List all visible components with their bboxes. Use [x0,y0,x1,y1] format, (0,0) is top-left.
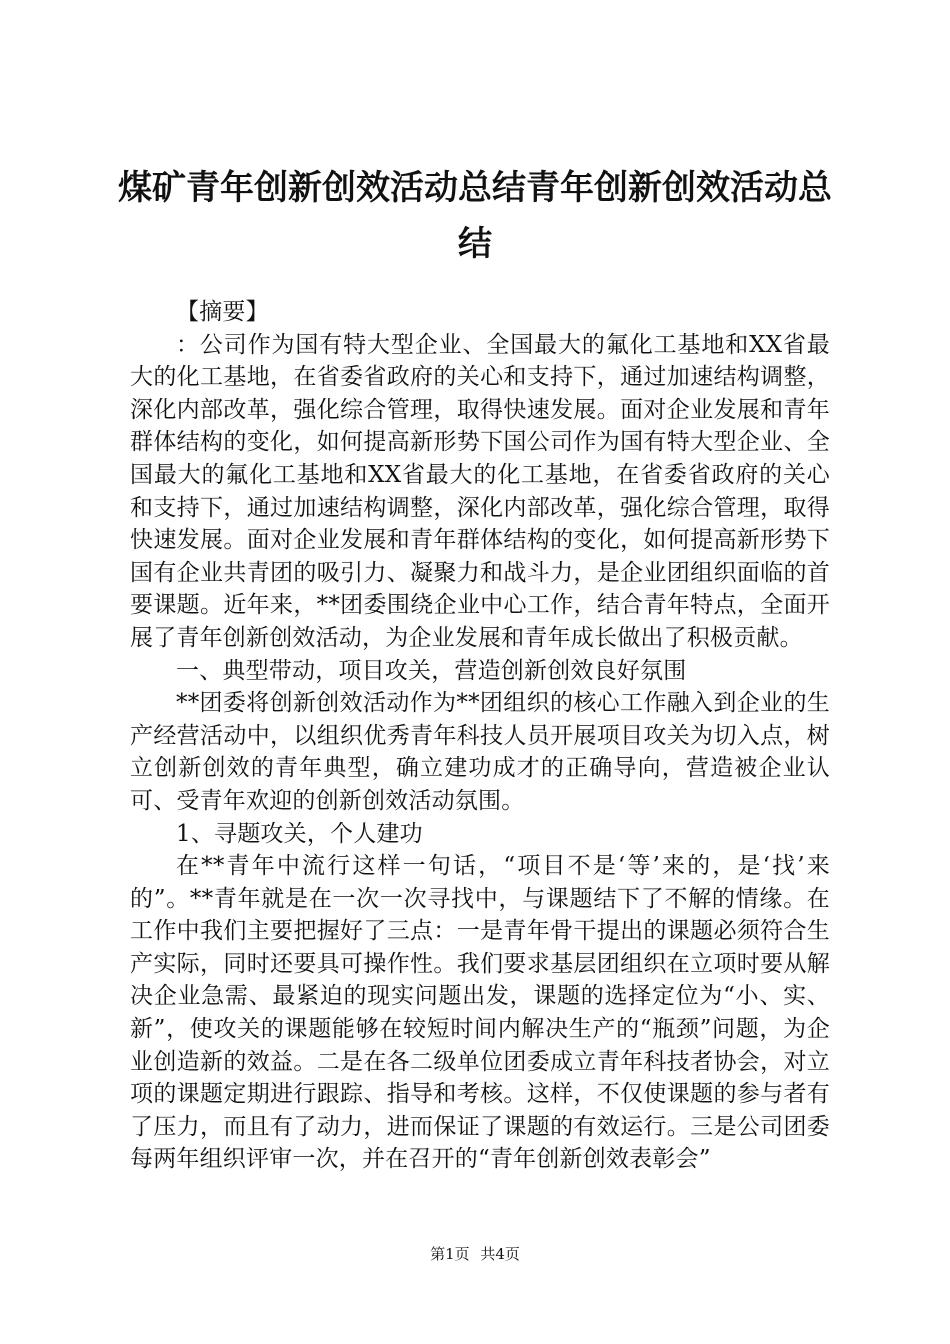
section-heading-1: 一、典型带动，项目攻关，营造创新创效良好氛围 [176,657,687,684]
abstract-heading: 【摘要】 [176,299,269,325]
subsection-heading-1: 1、寻题攻关，个人建功 [176,820,423,847]
document-title: 煤矿青年创新创效活动总结青年创新创效活动总结 [118,168,832,264]
page-footer [0,1244,950,1264]
document-body [130,296,830,1176]
body-paragraph: 在**青年中流行这样一句话，“项目不是‘等’来的，是‘找’来的”。**青年就是在一次一次寻找中，与课题结下了不解的情缘。在工作中我们主要把握好了三点：一是青年骨干提出的课题必须符合生产实际，同时还要具可操作性。我们要求基层团组织在立项时要从解决企业急需、最紧迫的现实问题出发，课题的选择定位为“小、实、新”，使攻关的课题能够在较短时间内解决生产的“瓶颈”问题，为企业创造新的效益。二是在各二级单位团委成立青年科技者协会，对立项的课题定期进行跟踪、指导和考核。这样，不仅使课题的参与者有了压力，而且有了动力，进而保证了课题的有效运行。三是公司团委每两年组织评审一次，并在召开的“青年创新创效表彰会” [130,853,830,1173]
abstract-paragraph: ：公司作为国有特大型企业、全国最大的氟化工基地和XX省最大的化工基地，在省委省政府的关心和支持下，通过加速结构调整，深化内部改革，强化综合管理，取得快速发展。面对企业发展和青年群体结构的变化，如何提高新形势下国公司作为国有特大型企业、全国最大的氟化工基地和XX省最大的化工基地，在省委省政府的关心和支持下，通过加速结构调整，深化内部改革，强化综合管理，取得快速发展。面对企业发展和青年群体结构的变化，如何提高新形势下国有企业共青团的吸引力、凝聚力和战斗力，是企业团组织面临的首要课题。近年来，**团委围绕企业中心工作，结合青年特点，全面开展了青年创新创效活动，为企业发展和青年成长做出了积极贡献。 [130,331,830,651]
body-paragraph: **团委将创新创效活动作为**团组织的核心工作融入到企业的生产经营活动中，以组织优秀青年科技人员开展项目攻关为切入点，树立创新创效的青年典型，确立建功成才的正确导向，营造被企业认可、受青年欢迎的创新创效活动氛围。 [130,690,830,814]
page-total: 共4页 [480,1245,520,1263]
page-number: 第1页 [430,1245,470,1263]
